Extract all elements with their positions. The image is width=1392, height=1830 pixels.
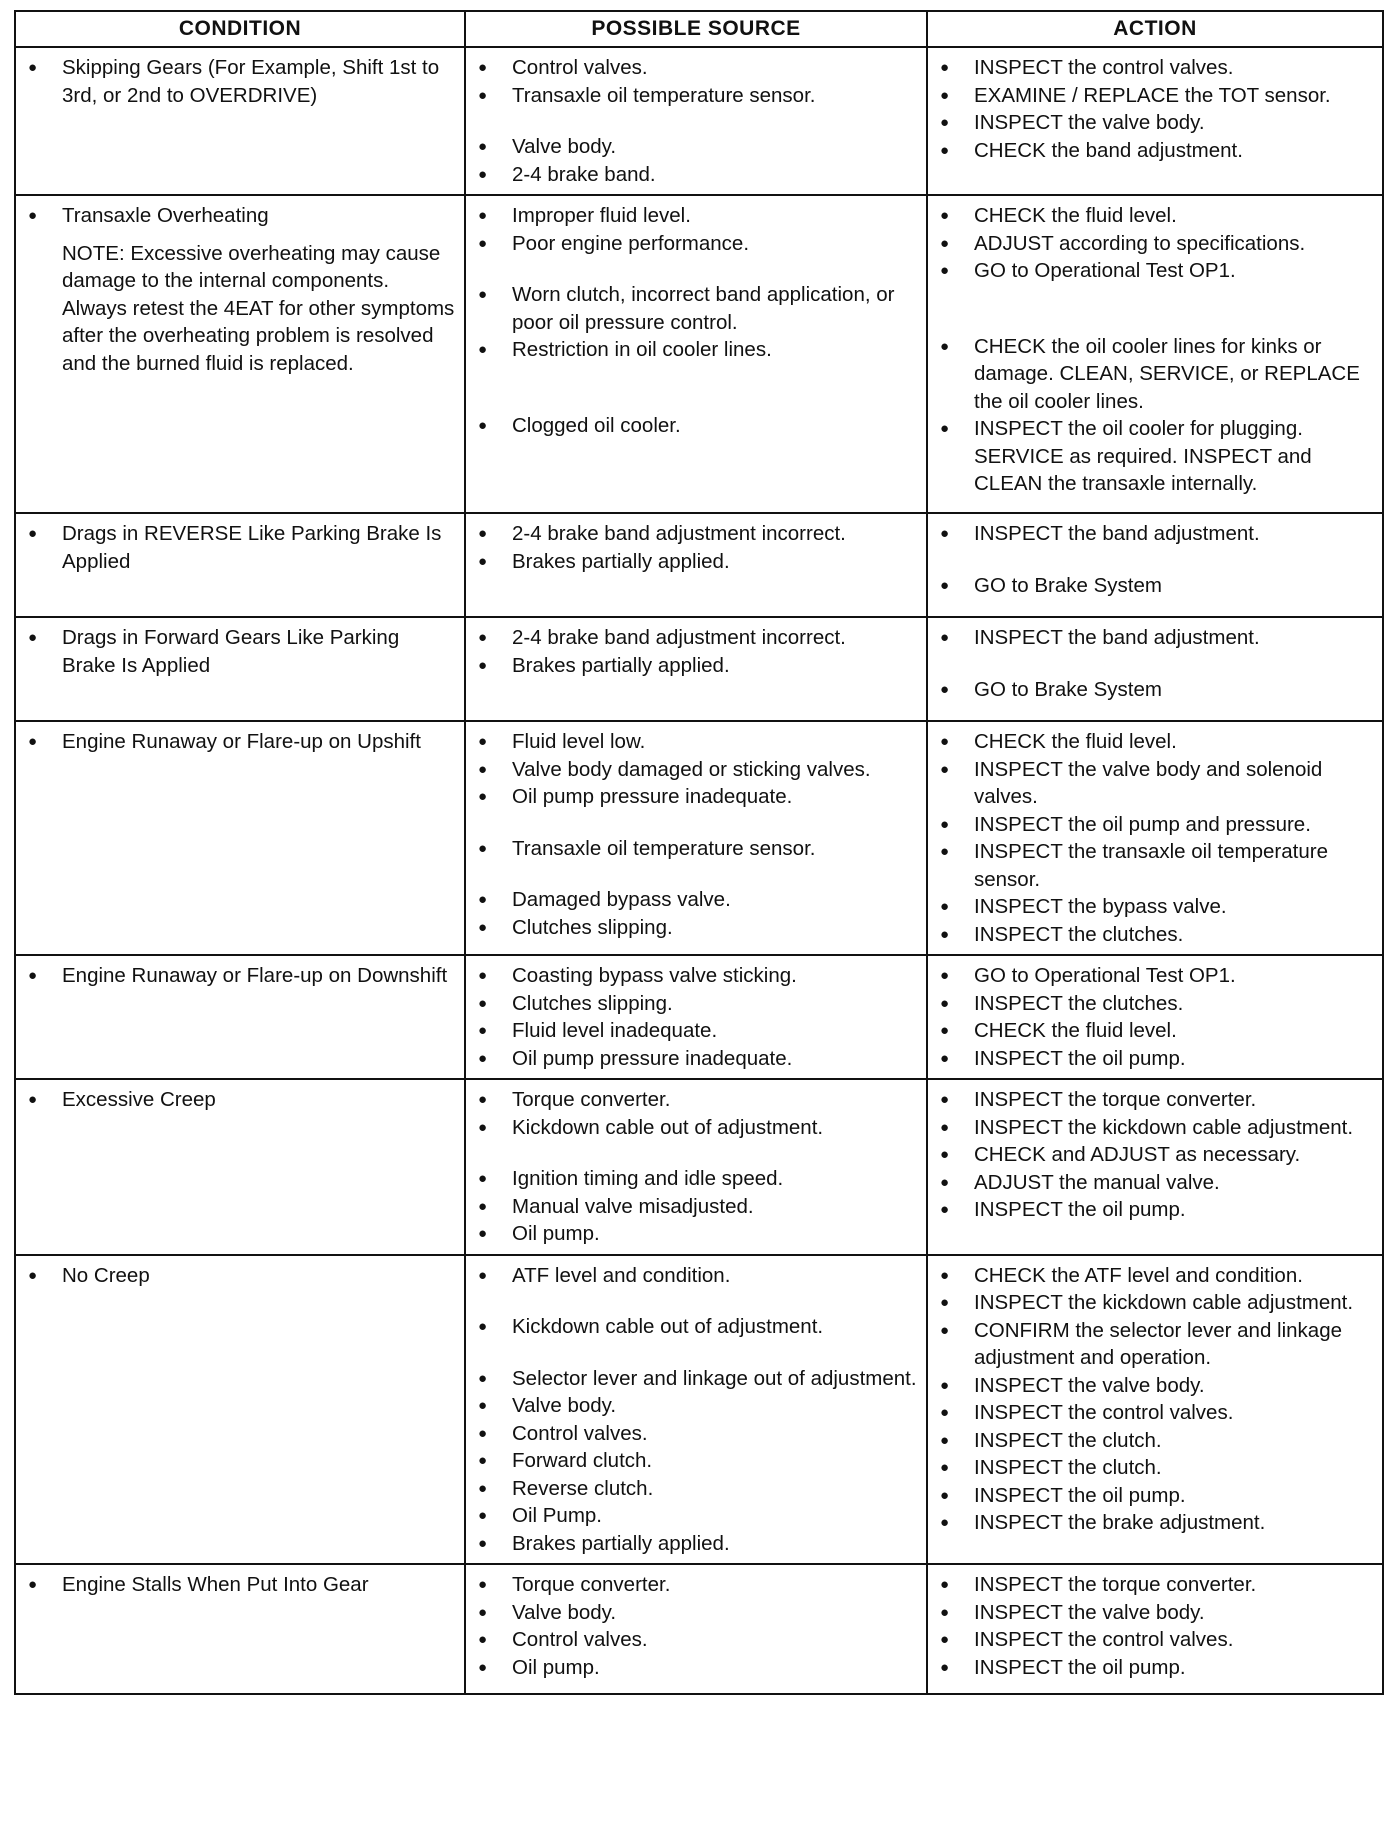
- source-cell: [465, 195, 927, 513]
- action-item: ● INSPECT the oil pump and pressure.: [936, 811, 1374, 839]
- condition-item: ● Excessive Creep: [24, 1086, 456, 1114]
- action-item: ● INSPECT the band adjustment.: [936, 624, 1374, 652]
- source-item: ● Valve body.: [474, 133, 918, 161]
- action-item: ● GO to Operational Test OP1.: [936, 257, 1374, 285]
- action-item: ● INSPECT the clutches.: [936, 921, 1374, 949]
- source-list: [474, 962, 918, 1072]
- action-cell: [927, 1255, 1383, 1565]
- header-condition: CONDITION: [15, 11, 465, 47]
- source-item: ● Selector lever and linkage out of adjustment.: [474, 1365, 918, 1393]
- condition-cell: [15, 1079, 465, 1255]
- source-item: ● Improper fluid level.: [474, 202, 918, 230]
- action-item: ● GO to Brake System: [936, 676, 1374, 704]
- table-row: [15, 617, 1383, 721]
- action-item: ● INSPECT the oil cooler for plugging. SERVICE as required. INSPECT and CLEAN the transaxle internally.: [936, 415, 1374, 498]
- action-item: ● CHECK the oil cooler lines for kinks or damage. CLEAN, SERVICE, or REPLACE the oil cooler lines.: [936, 333, 1374, 416]
- condition-list: [24, 54, 456, 109]
- table-row: [15, 1564, 1383, 1694]
- condition-item: ● Skipping Gears (For Example, Shift 1st to 3rd, or 2nd to OVERDRIVE): [24, 54, 456, 109]
- source-item: ● Kickdown cable out of adjustment.: [474, 1313, 918, 1341]
- condition-item: ● Engine Runaway or Flare-up on Upshift: [24, 728, 456, 756]
- action-item: ● INSPECT the valve body.: [936, 1372, 1374, 1400]
- source-item: ● 2-4 brake band adjustment incorrect.: [474, 520, 918, 548]
- condition-cell: [15, 195, 465, 513]
- source-item: ● Poor engine performance.: [474, 230, 918, 258]
- condition-cell: [15, 721, 465, 955]
- action-item: ● CHECK and ADJUST as necessary.: [936, 1141, 1374, 1169]
- action-cell: [927, 955, 1383, 1079]
- condition-item: ● No Creep: [24, 1262, 456, 1290]
- action-item: ● INSPECT the kickdown cable adjustment.: [936, 1114, 1374, 1142]
- action-item: ● INSPECT the torque converter.: [936, 1086, 1374, 1114]
- action-item: ● INSPECT the clutch.: [936, 1454, 1374, 1482]
- source-item: ● Oil pump pressure inadequate.: [474, 1045, 918, 1073]
- action-item: ● INSPECT the oil pump.: [936, 1196, 1374, 1224]
- action-item: ● INSPECT the oil pump.: [936, 1654, 1374, 1682]
- condition-list: [24, 202, 456, 230]
- source-item: ● 2-4 brake band adjustment incorrect.: [474, 624, 918, 652]
- condition-item: ● Engine Stalls When Put Into Gear: [24, 1571, 456, 1599]
- action-item: ● CHECK the fluid level.: [936, 1017, 1374, 1045]
- source-item: ● Ignition timing and idle speed.: [474, 1165, 918, 1193]
- condition-cell: [15, 617, 465, 721]
- source-item: ● Oil pump.: [474, 1654, 918, 1682]
- source-cell: [465, 1255, 927, 1565]
- condition-list: [24, 962, 456, 990]
- action-item: ● CHECK the band adjustment.: [936, 137, 1374, 165]
- action-item: ● INSPECT the valve body.: [936, 1599, 1374, 1627]
- source-item: ● Forward clutch.: [474, 1447, 918, 1475]
- source-list: [474, 520, 918, 575]
- source-item: ● Fluid level inadequate.: [474, 1017, 918, 1045]
- action-item: ● EXAMINE / REPLACE the TOT sensor.: [936, 82, 1374, 110]
- action-item: ● INSPECT the valve body.: [936, 109, 1374, 137]
- source-item: ● Clutches slipping.: [474, 914, 918, 942]
- condition-cell: [15, 1564, 465, 1694]
- condition-cell: [15, 47, 465, 195]
- action-list: [936, 962, 1374, 1072]
- action-cell: [927, 1079, 1383, 1255]
- condition-item: ● Drags in REVERSE Like Parking Brake Is Applied: [24, 520, 456, 575]
- condition-cell: [15, 1255, 465, 1565]
- source-item: ● Control valves.: [474, 54, 918, 82]
- condition-list: [24, 1571, 456, 1599]
- action-list: [936, 1571, 1374, 1681]
- source-item: ● Control valves.: [474, 1626, 918, 1654]
- source-cell: [465, 1079, 927, 1255]
- source-cell: [465, 955, 927, 1079]
- condition-list: [24, 1086, 456, 1114]
- action-item: ● CHECK the fluid level.: [936, 728, 1374, 756]
- header-possible-source: POSSIBLE SOURCE: [465, 11, 927, 47]
- action-item: ● INSPECT the transaxle oil temperature sensor.: [936, 838, 1374, 893]
- source-item: ● Valve body.: [474, 1599, 918, 1627]
- action-list: [936, 1262, 1374, 1537]
- action-item: ● INSPECT the bypass valve.: [936, 893, 1374, 921]
- source-item: ● Valve body damaged or sticking valves.: [474, 756, 918, 784]
- action-list: [936, 202, 1374, 498]
- source-item: ● Oil pump pressure inadequate.: [474, 783, 918, 811]
- source-item: ● ATF level and condition.: [474, 1262, 918, 1290]
- action-list: [936, 624, 1374, 703]
- action-item: ● INSPECT the brake adjustment.: [936, 1509, 1374, 1537]
- source-list: [474, 728, 918, 941]
- action-cell: [927, 721, 1383, 955]
- action-item: ● INSPECT the control valves.: [936, 1626, 1374, 1654]
- source-item: ● Brakes partially applied.: [474, 1530, 918, 1558]
- source-item: ● Worn clutch, incorrect band application, or poor oil pressure control.: [474, 281, 918, 336]
- condition-item: ● Transaxle Overheating: [24, 202, 456, 230]
- source-item: ● Clogged oil cooler.: [474, 412, 918, 440]
- action-item: ● INSPECT the torque converter.: [936, 1571, 1374, 1599]
- table-row: [15, 195, 1383, 513]
- action-list: [936, 520, 1374, 599]
- source-list: [474, 54, 918, 188]
- table-row: [15, 721, 1383, 955]
- source-list: [474, 1262, 918, 1558]
- action-item: ● CHECK the ATF level and condition.: [936, 1262, 1374, 1290]
- condition-list: [24, 624, 456, 679]
- action-item: ● CONFIRM the selector lever and linkage adjustment and operation.: [936, 1317, 1374, 1372]
- action-item: ● INSPECT the control valves.: [936, 54, 1374, 82]
- action-item: ● CHECK the fluid level.: [936, 202, 1374, 230]
- source-item: ● Brakes partially applied.: [474, 548, 918, 576]
- action-list: [936, 54, 1374, 164]
- source-item: ● Transaxle oil temperature sensor.: [474, 835, 918, 863]
- diagnosis-table: [14, 10, 1384, 1695]
- source-item: ● Clutches slipping.: [474, 990, 918, 1018]
- action-cell: [927, 617, 1383, 721]
- source-item: ● Valve body.: [474, 1392, 918, 1420]
- source-list: [474, 1086, 918, 1248]
- source-item: ● Fluid level low.: [474, 728, 918, 756]
- source-item: ● Brakes partially applied.: [474, 652, 918, 680]
- table-header: [15, 11, 1383, 47]
- header-action: ACTION: [927, 11, 1383, 47]
- source-item: ● Manual valve misadjusted.: [474, 1193, 918, 1221]
- condition-list: [24, 520, 456, 575]
- source-item: ● Kickdown cable out of adjustment.: [474, 1114, 918, 1142]
- source-item: ● 2-4 brake band.: [474, 161, 918, 189]
- source-list: [474, 202, 918, 439]
- condition-item: ● Engine Runaway or Flare-up on Downshift: [24, 962, 456, 990]
- source-cell: [465, 47, 927, 195]
- source-list: [474, 624, 918, 679]
- table-row: [15, 1255, 1383, 1565]
- source-item: ● Oil pump.: [474, 1220, 918, 1248]
- action-item: ● INSPECT the kickdown cable adjustment.: [936, 1289, 1374, 1317]
- header-row: [15, 11, 1383, 47]
- action-item: ● INSPECT the band adjustment.: [936, 520, 1374, 548]
- table-row: [15, 955, 1383, 1079]
- table-body: [15, 47, 1383, 1694]
- condition-cell: [15, 513, 465, 617]
- condition-cell: [15, 955, 465, 1079]
- source-item: ● Control valves.: [474, 1420, 918, 1448]
- source-cell: [465, 513, 927, 617]
- action-item: ● INSPECT the clutches.: [936, 990, 1374, 1018]
- action-list: [936, 728, 1374, 948]
- table-row: [15, 513, 1383, 617]
- action-item: ● INSPECT the valve body and solenoid valves.: [936, 756, 1374, 811]
- diagnosis-table-page: [14, 10, 1382, 1695]
- action-item: ● GO to Operational Test OP1.: [936, 962, 1374, 990]
- action-item: ● INSPECT the control valves.: [936, 1399, 1374, 1427]
- source-item: ● Torque converter.: [474, 1571, 918, 1599]
- action-cell: [927, 195, 1383, 513]
- source-item: ● Torque converter.: [474, 1086, 918, 1114]
- condition-item: ● Drags in Forward Gears Like Parking Brake Is Applied: [24, 624, 456, 679]
- source-item: ● Reverse clutch.: [474, 1475, 918, 1503]
- action-item: ● INSPECT the oil pump.: [936, 1482, 1374, 1510]
- action-item: ● INSPECT the oil pump.: [936, 1045, 1374, 1073]
- action-cell: [927, 1564, 1383, 1694]
- action-item: ● GO to Brake System: [936, 572, 1374, 600]
- source-cell: [465, 1564, 927, 1694]
- condition-note: NOTE: Excessive overheating may cause damage to the internal components. Always retest the 4EAT for other symptoms after the overheating problem is resolved and the burned fluid is replaced.: [62, 241, 455, 375]
- condition-list: [24, 1262, 456, 1290]
- source-item: ● Damaged bypass valve.: [474, 886, 918, 914]
- source-item: ● Coasting bypass valve sticking.: [474, 962, 918, 990]
- action-cell: [927, 513, 1383, 617]
- action-item: ● INSPECT the clutch.: [936, 1427, 1374, 1455]
- action-list: [936, 1086, 1374, 1224]
- table-row: [15, 1079, 1383, 1255]
- action-cell: [927, 47, 1383, 195]
- condition-list: [24, 728, 456, 756]
- source-item: ● Restriction in oil cooler lines.: [474, 336, 918, 364]
- source-item: ● Transaxle oil temperature sensor.: [474, 82, 918, 110]
- action-item: ● ADJUST according to specifications.: [936, 230, 1374, 258]
- action-item: ● ADJUST the manual valve.: [936, 1169, 1374, 1197]
- table-row: [15, 47, 1383, 195]
- source-cell: [465, 617, 927, 721]
- source-list: [474, 1571, 918, 1681]
- source-cell: [465, 721, 927, 955]
- source-item: ● Oil Pump.: [474, 1502, 918, 1530]
